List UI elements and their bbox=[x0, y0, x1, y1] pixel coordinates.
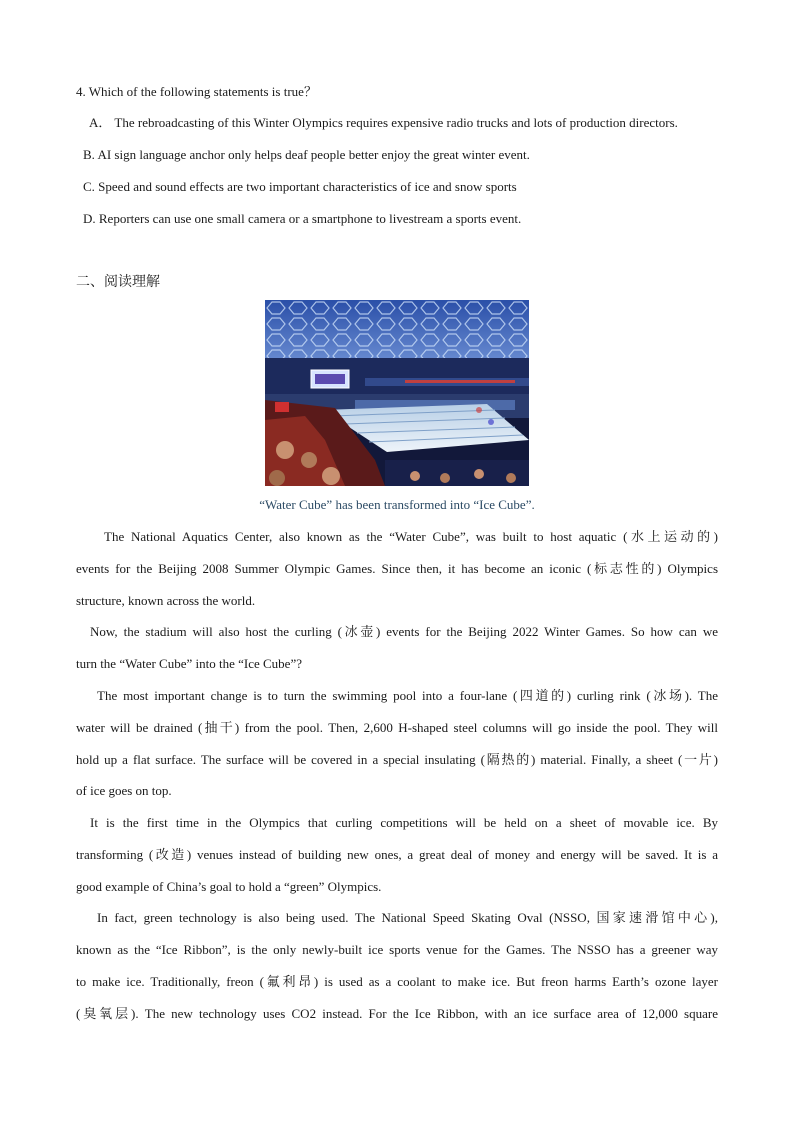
option-d: D. Reporters can use one small camera or a smartphone to livestream a sports event. bbox=[83, 211, 522, 226]
option-c: C. Speed and sound effects are two important characteristics of ice and snow sports bbox=[83, 179, 517, 194]
question-stem: 4. Which of the following statements is true？ bbox=[76, 84, 317, 99]
option-a: A． The rebroadcasting of this Winter Olympics requires expensive radio trucks and lots of production directors. bbox=[89, 115, 678, 130]
paragraph-1-line-1: The National Aquatics Center, also known as the “Water Cube”, was built to host aquatic (水上运动的) bbox=[104, 529, 718, 544]
ice-cube-photo bbox=[265, 300, 529, 486]
paragraph-4-line-2: transforming (改造) venues instead of building new ones, a great deal of money and energy will be saved. It is a bbox=[76, 847, 718, 862]
paragraph-5-line-3: to make ice. Traditionally, freon (氟利昂) is used as a coolant to make ice. But freon harms Earth’s ozone layer bbox=[76, 974, 718, 989]
paragraph-3-line-4: of ice goes on top. bbox=[76, 783, 172, 798]
paragraph-5-line-1: In fact, green technology is also being used. The National Speed Skating Oval (NSSO, 国家速滑馆中心), bbox=[97, 910, 718, 925]
photo-caption: “Water Cube” has been transformed into “Ice Cube”. bbox=[259, 497, 535, 512]
paragraph-4-line-1: It is the first time in the Olympics that curling competitions will be held on a sheet of movable ice. By bbox=[90, 815, 718, 830]
paragraph-3-line-1: The most important change is to turn the swimming pool into a four-lane (四道的) curling rink (冰场). The bbox=[97, 688, 718, 703]
paragraph-2-line-2: turn the “Water Cube” into the “Ice Cube”? bbox=[76, 656, 302, 671]
paragraph-2-line-1: Now, the stadium will also host the curling (冰壶) events for the Beijing 2022 Winter Games. So how can we bbox=[90, 624, 718, 639]
paragraph-1-line-3: structure, known across the world. bbox=[76, 593, 256, 608]
paragraph-5-line-4: (臭氧层). The new technology uses CO2 instead. For the Ice Ribbon, with an ice surface area of 12,000 square bbox=[76, 1006, 718, 1021]
section-heading: 二、阅读理解 bbox=[76, 274, 160, 290]
paragraph-5-line-2: known as the “Ice Ribbon”, is the only newly-built ice sports venue for the Games. The NSSO has a greener way bbox=[76, 942, 718, 957]
paragraph-3-line-2: water will be drained (抽干) from the pool. Then, 2,600 H-shaped steel columns will go inside the pool. They will bbox=[76, 720, 718, 735]
paragraph-4-line-3: good example of China’s goal to hold a “green” Olympics. bbox=[76, 879, 382, 894]
paragraph-3-line-3: hold up a flat surface. The surface will be covered in a special insulating (隔热的) material. Finally, a sheet (一片) bbox=[76, 752, 718, 767]
option-b: B. AI sign language anchor only helps deaf people better enjoy the great winter event. bbox=[83, 147, 530, 162]
paragraph-1-line-2: events for the Beijing 2008 Summer Olympic Games. Since then, it has become an iconic (标志性的) Olympics bbox=[76, 561, 718, 576]
